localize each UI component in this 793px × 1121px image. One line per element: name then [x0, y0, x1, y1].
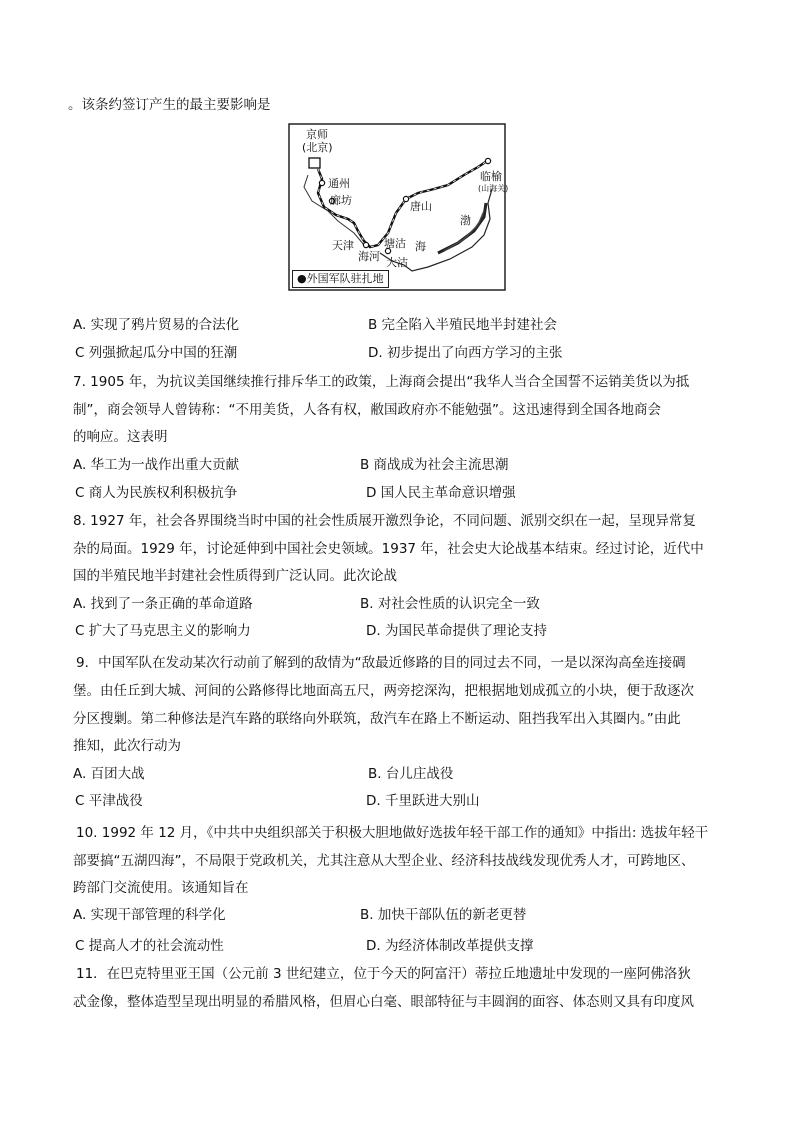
q8-stem-line-3: 国的半殖民地半封建社会性质得到广泛认同。此次论战	[73, 568, 397, 584]
q10-stem-line-3: 跨部门交流使用。该通知旨在	[73, 880, 249, 896]
q9-stem-line-4: 推知，此次行动为	[73, 738, 181, 754]
q8-option-b: B. 对社会性质的认识完全一致	[360, 596, 540, 612]
label-linyu: 临榆	[480, 170, 502, 183]
q10-option-d: D. 为经济体制改革提供支撑	[366, 938, 534, 954]
label-haihe: 海河	[358, 250, 380, 263]
q9-stem-line-1: 9．中国军队在发动某次行动前了解到的敌情为“敌最近修路的目的同过去不同，一是以深沟高垒连接碉	[76, 655, 686, 671]
q10-option-a: A. 实现干部管理的科学化	[73, 907, 226, 923]
label-bo: 渤	[460, 214, 471, 227]
q6-option-c: C 列强掀起瓜分中国的狂潮	[75, 345, 238, 361]
q7-option-d: D 国人民主革命意识增强	[366, 485, 516, 501]
q9-option-c: C 平津战役	[75, 793, 143, 809]
tianjin-dot	[363, 242, 368, 247]
q7-option-b: B 商战成为社会主流思潮	[360, 457, 509, 473]
q10-stem-line-1: 10. 1992 年 12 月，《中共中央组织部关于积极大胆地做好选拔年轻干部工作的通知》中指出: 选拔年轻干	[76, 825, 709, 841]
q9-option-d: D. 千里跃进大别山	[366, 793, 480, 809]
q7-stem-line-1: 7. 1905 年，为抗议美国继续推行排斥华工的政策，上海商会提出“我华人当合全国誓不运销美货以为抵	[73, 374, 690, 390]
label-jingshi: 京师	[306, 128, 328, 141]
legend-dot-icon: ●	[297, 272, 307, 285]
label-beijing: (北京)	[302, 141, 333, 154]
q10-option-c: C 提高人才的社会流动性	[75, 938, 224, 954]
legend-text: 外国军队驻扎地	[306, 272, 384, 285]
q8-option-c: C 扩大了马克思主义的影响力	[75, 623, 251, 639]
q8-stem-line-1: 8. 1927 年，社会各界围绕当时中国的社会性质展开激烈争论，不同问题、派别交织在一起，呈现异常复	[73, 513, 696, 529]
q7-stem-line-3: 的响应。这表明	[73, 429, 168, 445]
tangshan-dot	[403, 196, 408, 201]
q8-option-d: D. 为国民革命提供了理论支持	[366, 623, 547, 639]
q6-option-b: B 完全陷入半殖民地半封建社会	[368, 317, 558, 333]
beijing-marker	[309, 158, 320, 168]
label-dagu: 大沽	[386, 256, 408, 269]
q7-option-a: A. 华工为一战作出重大贡献	[73, 457, 240, 473]
q6-option-a: A. 实现了鸦片贸易的合法化	[73, 317, 240, 333]
q6-option-d: D. 初步提出了向西方学习的主张	[368, 345, 563, 361]
q8-stem-line-2: 杂的局面。1929 年，讨论延伸到中国社会史领域。1937 年，社会史大论战基本结束。经过讨论，近代中	[73, 541, 704, 557]
q10-option-b: B. 加快干部队伍的新老更替	[360, 907, 527, 923]
label-shanhaiguan: (山海关)	[478, 184, 509, 193]
treaty-map	[288, 123, 509, 291]
q7-stem-line-2: 制”，商会领导人曾铸称：“不用美货，人各有权，敝国政府亦不能勉强”。这迅速得到全国各地商会	[73, 402, 661, 418]
q10-stem-line-2: 部要搞“五湖四海”，不局限于党政机关，尤其注意从大型企业、经济科技战线发现优秀人才，可跨地区、	[73, 853, 695, 869]
label-tanggu: 塘沽	[384, 237, 406, 250]
q11-stem-line-1: 11．在巴克特里亚王国（公元前 3 世纪建立，位于今天的阿富汗）蒂拉丘地遗址中发现的一座阿佛洛狄	[76, 966, 691, 982]
label-tangshan: 唐山	[410, 200, 432, 213]
label-langfang: 廊坊	[330, 194, 352, 207]
label-tongzhou: 通州	[328, 177, 350, 190]
label-hai: 海	[415, 240, 426, 253]
linyu-dot	[485, 158, 490, 163]
q9-stem-line-3: 分区搜剿。第二种修法是汽车路的联络向外联筑，敌汽车在路上不断运动、阻挡我军出入其圈内。”由此	[73, 711, 681, 727]
q9-stem-line-2: 堡。由任丘到大城、河间的公路修得比地面高五尺，两旁挖深沟，把根据地划成孤立的小块，便于敌逐次	[73, 683, 694, 699]
q11-stem-line-2: 忒金像，整体造型呈现出明显的希腊风格，但眉心白毫、眼部特征与丰圆润的面容、体态则又具有印度风	[73, 994, 694, 1010]
q9-option-b: B. 台儿庄战役	[368, 766, 454, 782]
label-tianjin: 天津	[332, 239, 354, 252]
intro-text: 。该条约签订产生的最主要影响是	[68, 97, 271, 113]
tongzhou-dot	[319, 180, 324, 185]
q9-option-a: A. 百团大战	[73, 766, 145, 782]
q7-option-c: C 商人为民族权利积极抗争	[75, 485, 238, 501]
q8-option-a: A. 找到了一条正确的革命道路	[73, 596, 253, 612]
map-legend	[292, 270, 389, 288]
